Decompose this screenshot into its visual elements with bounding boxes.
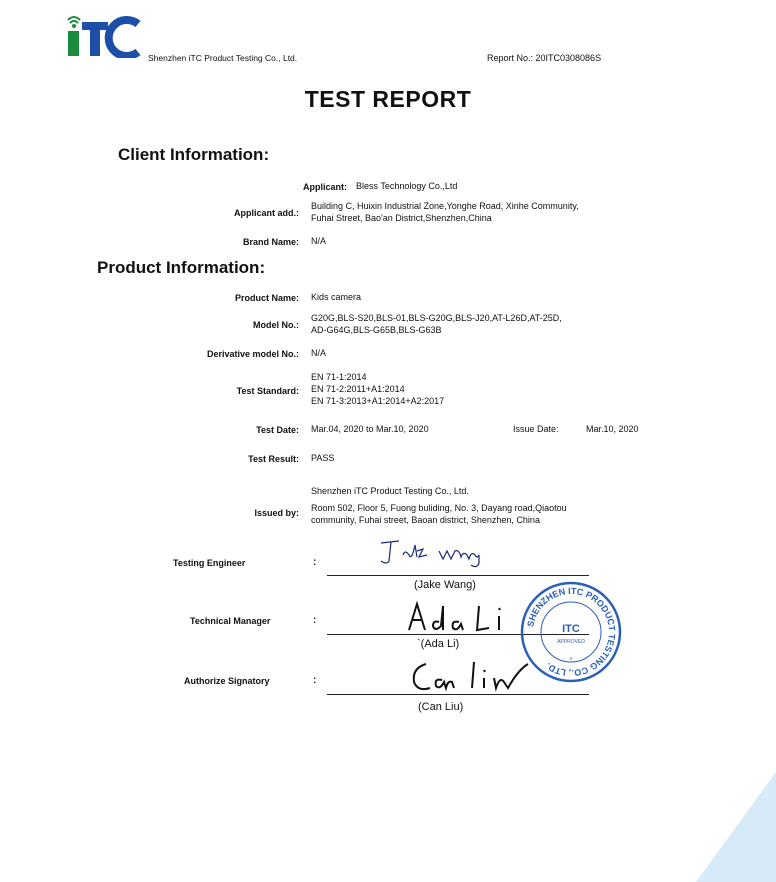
- brand-value: N/A: [311, 236, 327, 246]
- engineer-signature: [375, 537, 515, 569]
- address-label: Applicant add.:: [234, 208, 299, 218]
- product-name-label: Product Name:: [234, 293, 299, 303]
- authorize-label: Authorize Signatory: [184, 676, 270, 686]
- issued-line-2: Room 502, Floor 5, Fuong buliding, No. 3, Dayang road,Qiaotou: [311, 503, 567, 513]
- standard-line-2: EN 71-2:2011+A1:2014: [311, 384, 405, 394]
- authorize-line: [327, 694, 589, 695]
- result-value: PASS: [311, 453, 335, 463]
- applicant-label: Applicant:: [303, 182, 347, 192]
- address-line-1: Building C, Huixin Industrial Zone,Yonghe Road, Xinhe Community,: [311, 201, 579, 211]
- standard-line-3: EN 71-3:2013+A1:2014+A2:2017: [311, 396, 445, 406]
- manager-name: `(Ada Li): [417, 638, 460, 650]
- manager-signature: [405, 600, 515, 634]
- product-name-value: Kids camera: [311, 292, 362, 302]
- page-title: TEST REPORT: [304, 86, 472, 112]
- standard-label: Test Standard:: [236, 386, 299, 396]
- corner-decoration: [656, 772, 776, 882]
- issued-by-label: Issued by:: [254, 508, 299, 518]
- test-date-value: Mar.04, 2020 to Mar.10, 2020: [311, 424, 429, 434]
- svg-text:*: *: [569, 657, 573, 664]
- engineer-colon: :: [313, 557, 317, 568]
- header-company: Shenzhen iTC Product Testing Co., Ltd.: [148, 53, 298, 63]
- authorize-colon: :: [313, 675, 317, 686]
- itc-logo: [62, 14, 142, 58]
- svg-text:ITC: ITC: [562, 623, 580, 635]
- result-label: Test Result:: [248, 454, 299, 464]
- issue-date-label: Issue Date:: [513, 424, 559, 434]
- authorize-name: (Can Liu): [418, 701, 464, 713]
- client-heading: Client Information:: [118, 145, 270, 164]
- manager-colon: :: [313, 615, 317, 626]
- svg-text:APPROVED: APPROVED: [557, 639, 585, 645]
- engineer-line: [327, 575, 589, 576]
- model-line-1: G20G,BLS-S20,BLS-01,BLS-G20G,BLS-J20,AT-L26D,AT-25D,: [311, 313, 562, 323]
- authorize-signature: [408, 658, 548, 696]
- product-heading: Product Information:: [97, 258, 266, 277]
- brand-label: Brand Name:: [242, 237, 299, 247]
- model-label: Model No.:: [253, 320, 299, 330]
- applicant-value: Bless Technology Co.,Ltd: [356, 181, 458, 191]
- svg-text:SHENZHEN ITC PRODUCT TESTING C: SHENZHEN ITC PRODUCT TESTING CO., LTD.: [525, 585, 618, 679]
- derivative-label: Derivative model No.:: [206, 349, 299, 359]
- report-number: Report No.: 20ITC0308086S: [487, 53, 602, 63]
- issued-line-3: community, Fuhai street, Baoan district, Shenzhen, China: [311, 515, 540, 525]
- issued-line-1: Shenzhen iTC Product Testing Co., Ltd.: [311, 486, 469, 496]
- engineer-label: Testing Engineer: [173, 558, 246, 568]
- test-date-label: Test Date:: [256, 425, 299, 435]
- derivative-value: N/A: [311, 348, 327, 358]
- manager-label: Technical Manager: [190, 616, 271, 626]
- issue-date-value: Mar.10, 2020: [586, 424, 639, 434]
- standard-line-1: EN 71-1:2014: [311, 372, 367, 382]
- model-line-2: AD-G64G,BLS-G65B,BLS-G63B: [311, 325, 442, 335]
- address-line-2: Fuhai Street, Bao'an District,Shenzhen,China: [311, 213, 492, 223]
- engineer-name: (Jake Wang): [414, 579, 476, 591]
